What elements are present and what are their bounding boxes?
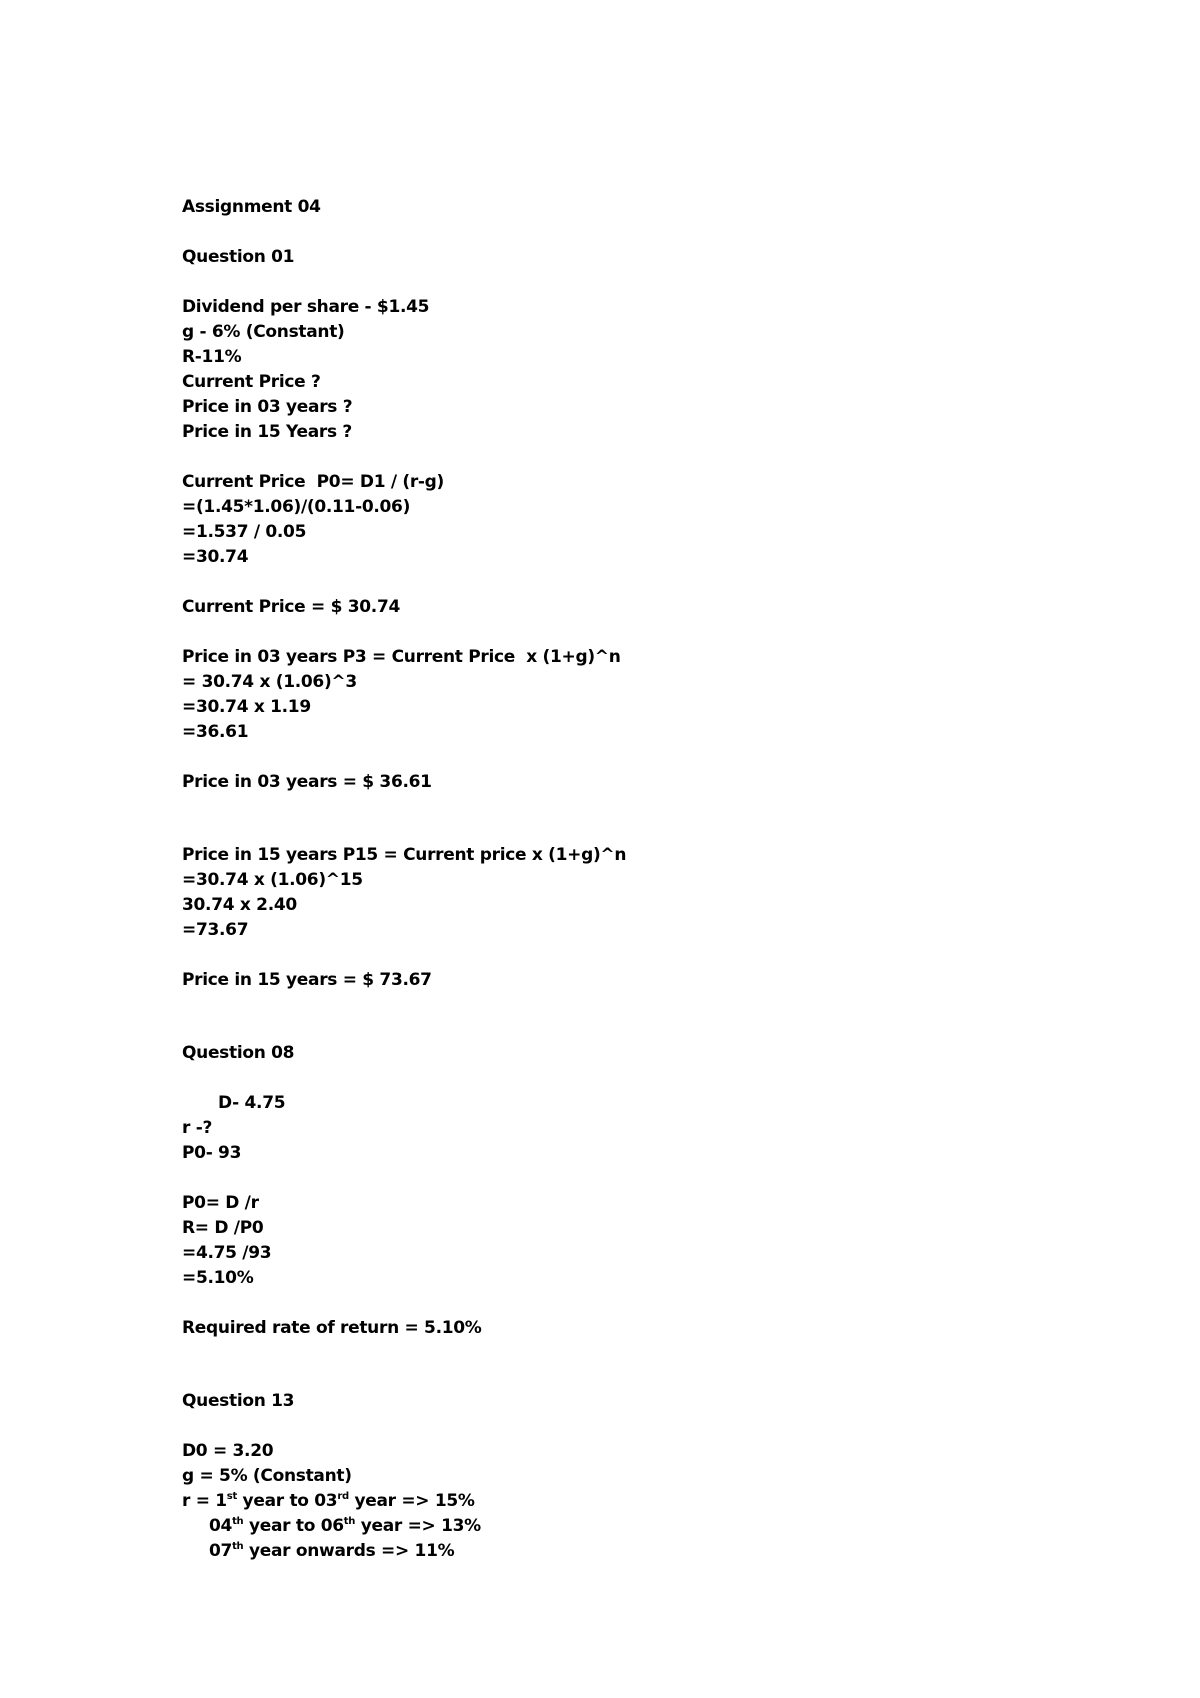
q13-r3-a: 07: [209, 1541, 233, 1561]
q01-given-line: Price in 15 Years ?: [182, 422, 352, 442]
q01-p15-calc-line: 30.74 x 2.40: [182, 895, 297, 915]
q13-r1-c: year => 15%: [348, 1491, 475, 1511]
q01-p3-calc-line: = 30.74 x (1.06)^3: [182, 672, 357, 692]
q01-given-line: g - 6% (Constant): [182, 322, 345, 342]
q01-given-line: R-11%: [182, 347, 242, 367]
q13-r1-a: r = 1: [182, 1491, 227, 1511]
q13-g-line: g = 5% (Constant): [182, 1466, 352, 1486]
q08-calc-line: =5.10%: [182, 1268, 254, 1288]
q08-given-line: P0- 93: [182, 1143, 242, 1163]
document-title: Assignment 04: [182, 197, 321, 217]
question-13-heading: Question 13: [182, 1391, 295, 1411]
q01-p15-result: Price in 15 years = $ 73.67: [182, 970, 432, 990]
q01-p3-calc-line: Price in 03 years P3 = Current Price x (1+g)^n: [182, 647, 621, 667]
q13-r2-b: year to 06: [243, 1516, 344, 1536]
q01-current-price-calc-line: =(1.45*1.06)/(0.11-0.06): [182, 497, 411, 517]
q01-p3-result: Price in 03 years = $ 36.61: [182, 772, 432, 792]
document-page: [182, 195, 1082, 1564]
q13-r2-a-sup: th: [232, 1516, 244, 1527]
q01-current-price-result: Current Price = $ 30.74: [182, 597, 401, 617]
q01-p15-calc-line: Price in 15 years P15 = Current price x (1+g)^n: [182, 845, 627, 865]
q13-r-line-3: [182, 1539, 1082, 1564]
q01-given-line: Dividend per share - $1.45: [182, 297, 430, 317]
q13-r2-b-sup: th: [343, 1516, 356, 1527]
q13-r-line-1: [182, 1489, 1082, 1514]
question-01-heading: Question 01: [182, 247, 295, 267]
q01-p3-calc-line: =30.74 x 1.19: [182, 697, 311, 717]
q01-p3-calc-line: =36.61: [182, 722, 249, 742]
q13-r1-b-sup: rd: [337, 1491, 349, 1502]
question-08-heading: Question 08: [182, 1043, 295, 1063]
q13-r3-a-sup: th: [232, 1541, 244, 1552]
q01-current-price-calc-line: =1.537 / 0.05: [182, 522, 307, 542]
q01-p15-calc-line: =73.67: [182, 920, 249, 940]
q08-calc-line: =4.75 /93: [182, 1243, 272, 1263]
q13-r-line-2: [182, 1514, 1082, 1539]
q01-given-line: Current Price ?: [182, 372, 321, 392]
q13-d0-line: D0 = 3.20: [182, 1441, 274, 1461]
q08-calc-line: P0= D /r: [182, 1193, 259, 1213]
q08-result: Required rate of return = 5.10%: [182, 1318, 482, 1338]
q13-r2-c: year => 13%: [355, 1516, 481, 1536]
q08-given-line: D- 4.75: [218, 1093, 286, 1113]
q01-current-price-calc-line: =30.74: [182, 547, 249, 567]
q13-r2-a: 04: [209, 1516, 233, 1536]
q13-r1-a-sup: st: [226, 1491, 237, 1502]
q13-r3-c: year onwards => 11%: [243, 1541, 455, 1561]
q08-given-line: r -?: [182, 1118, 213, 1138]
q08-calc-line: R= D /P0: [182, 1218, 264, 1238]
q13-r1-b: year to 03: [236, 1491, 338, 1511]
q01-current-price-calc-line: Current Price P0= D1 / (r-g): [182, 472, 445, 492]
q01-p15-calc-line: =30.74 x (1.06)^15: [182, 870, 363, 890]
q01-given-line: Price in 03 years ?: [182, 397, 353, 417]
